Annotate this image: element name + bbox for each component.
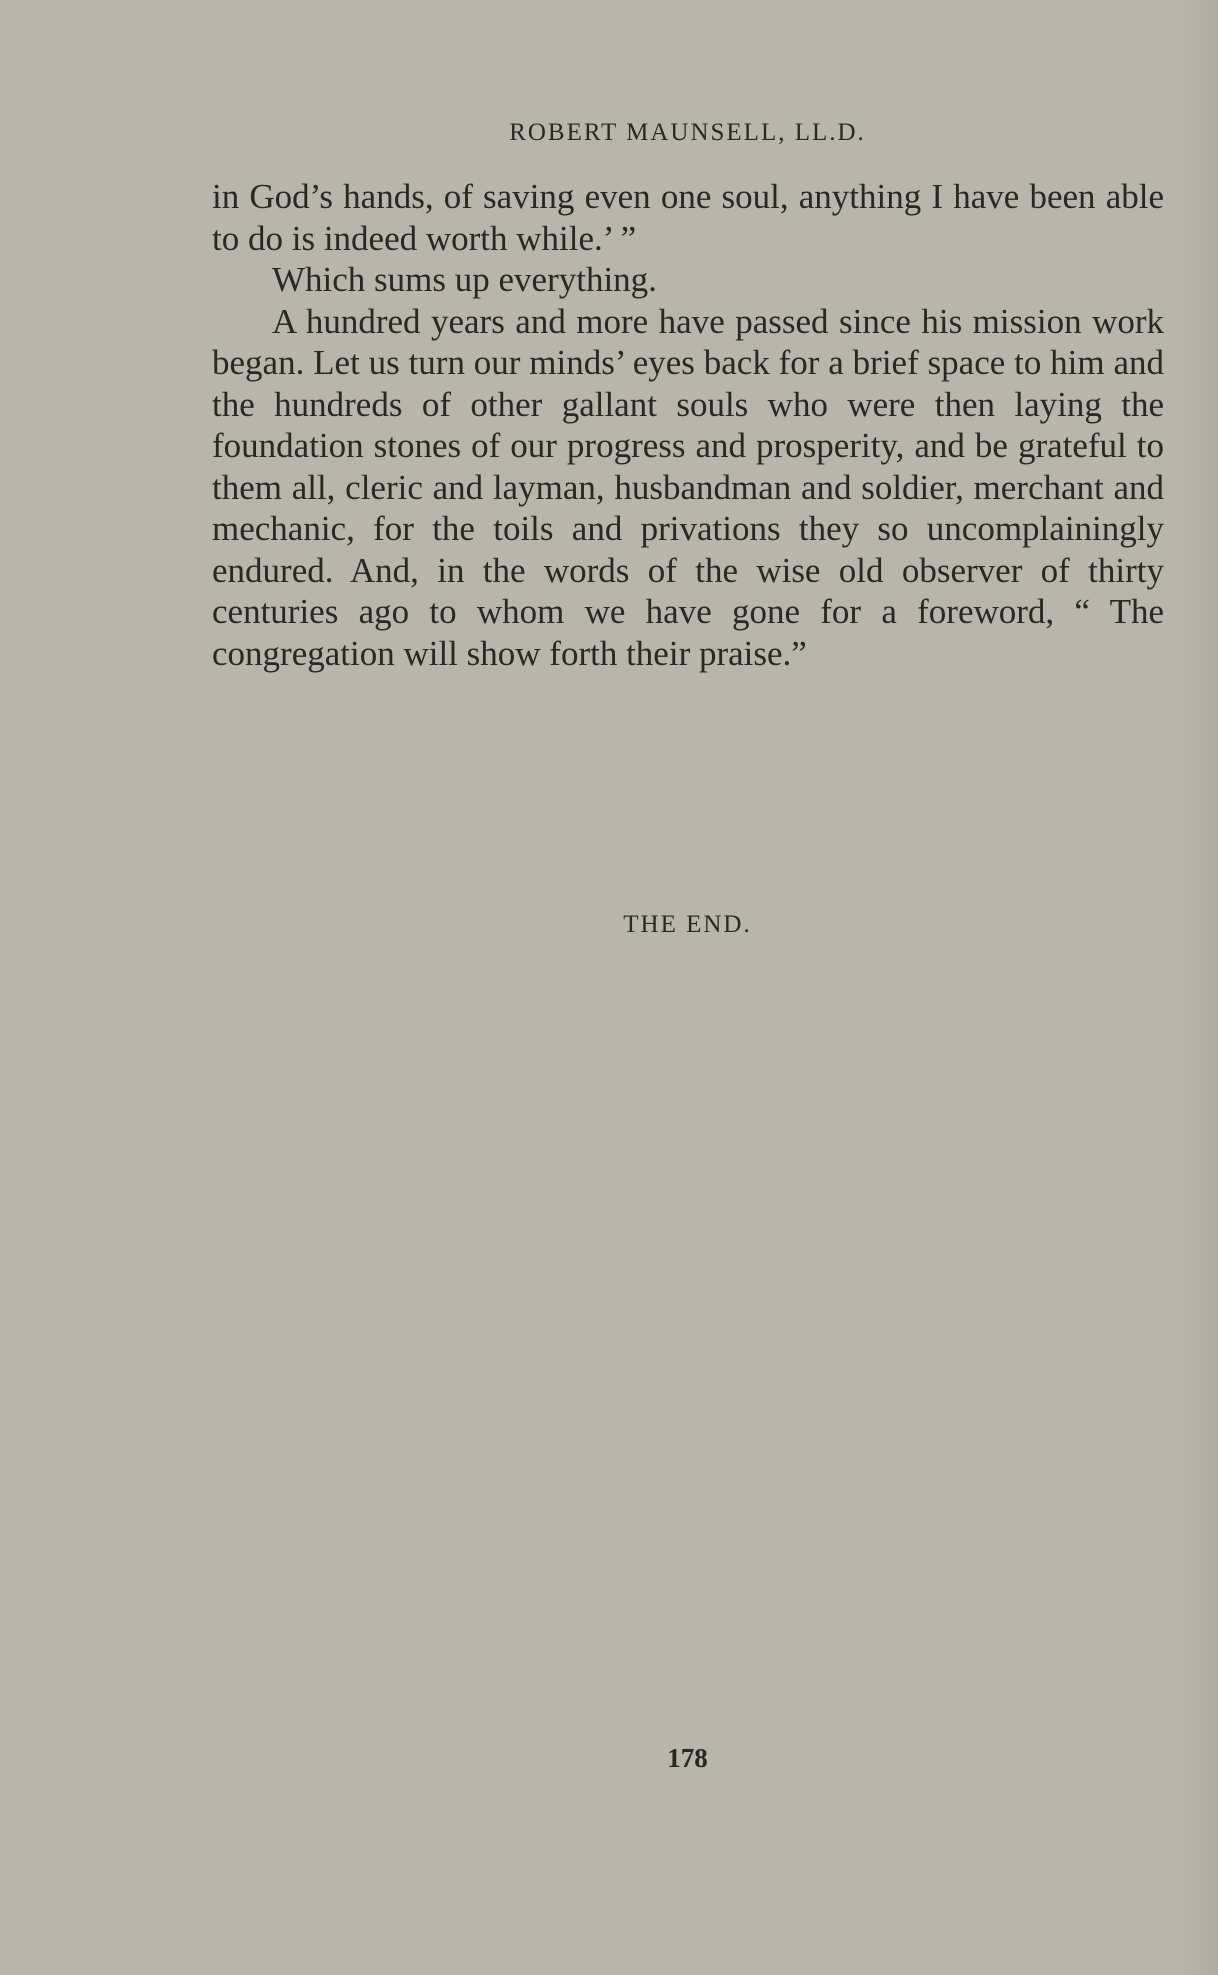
page-number: 178: [667, 1743, 708, 1773]
body-text: [212, 176, 1164, 674]
paragraph-closing: A hundred years and more have passed since his mission work began. Let us turn our minds’ eyes back for a brief space to him and the hundreds of other gallant souls who were then laying the foundation stones of our progress and prosperity, and be grateful to them all, cleric and layman, husbandman and soldier, merchant and mechanic, for the toils and privations they so uncomplainingly endured. And, in the words of the wise old observer of thirty centuries ago to whom we have gone for a foreword, “ The congregation will show forth their praise.”: [212, 301, 1164, 673]
paragraph-continuation: in God’s hands, of saving even one soul, anything I have been able to do is indeed worth while.’ ”: [212, 177, 1164, 258]
page-edge-shadow: [1180, 0, 1218, 1975]
paragraph-summary: Which sums up everything.: [272, 260, 657, 299]
the-end-label: THE END.: [623, 911, 752, 938]
running-head: ROBERT MAUNSELL, LL.D.: [509, 119, 866, 146]
